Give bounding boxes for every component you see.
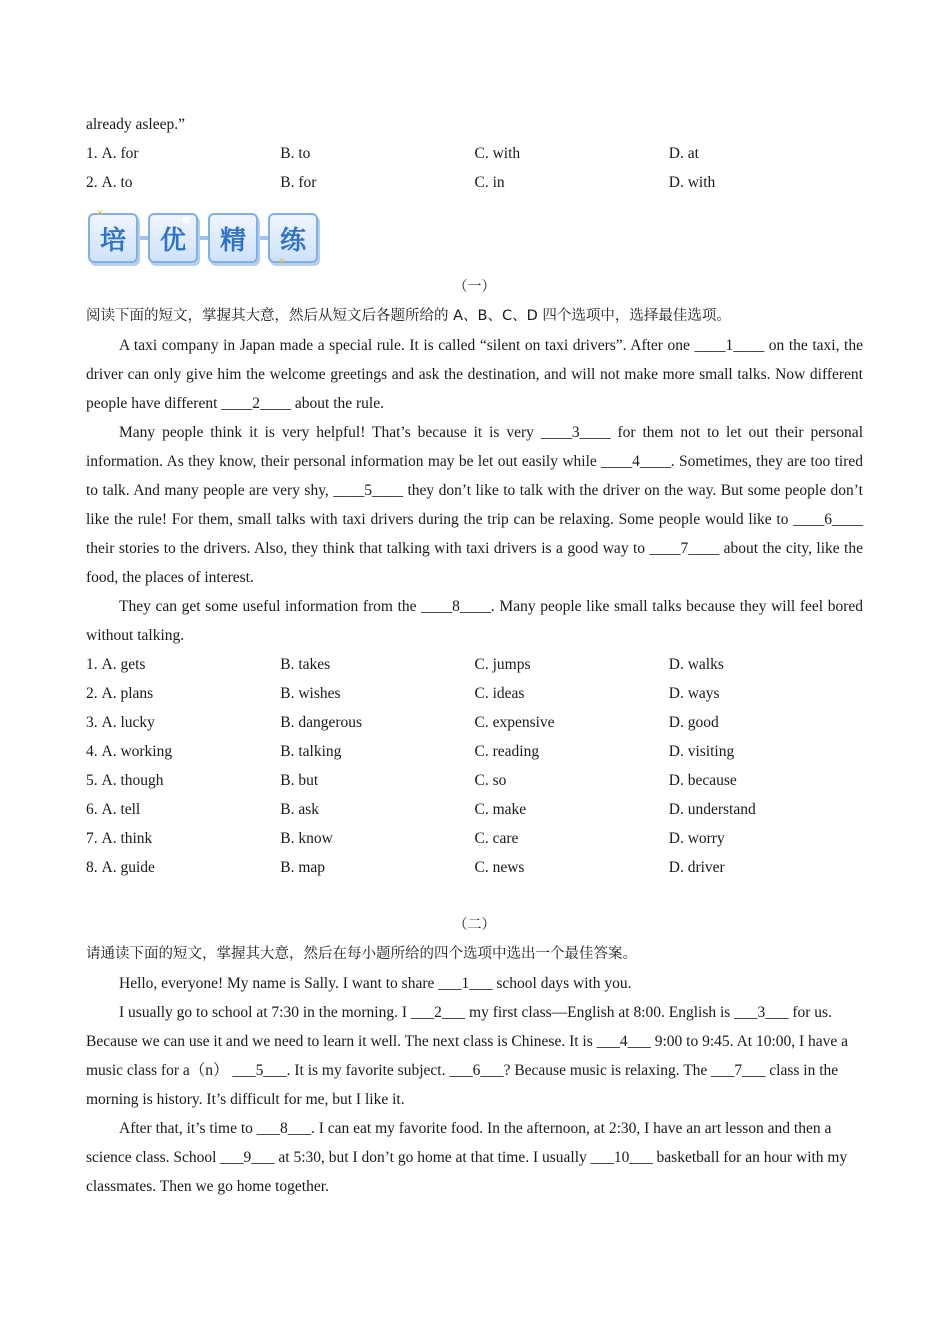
banner-char-2: ● 优 — [148, 213, 198, 263]
option-b: B. but — [280, 772, 319, 789]
option-c: C. with — [474, 145, 521, 162]
option-d: D. understand — [668, 801, 756, 818]
passage-paragraph: After that, it’s time to ___8___. I can eat my favorite food. In the afternoon, at 2:30, I have an art lesson and then a science class. School ___9___ at 5:30, but I don’t go home at that time. I usually ___10___ basketball for an hour with my classmates. Then we go home together. — [86, 1120, 848, 1195]
option-row — [86, 824, 863, 853]
option-row — [86, 766, 863, 795]
option-row — [86, 650, 863, 679]
option-d: D. visiting — [668, 743, 735, 760]
option-d: D. at — [668, 145, 699, 162]
option-d: D. worry — [668, 830, 725, 847]
option-a: 1. A. gets — [86, 656, 146, 673]
option-d: D. driver — [668, 859, 725, 876]
option-b: B. map — [280, 859, 326, 876]
option-b: B. wishes — [280, 685, 341, 702]
option-c: C. so — [474, 772, 507, 789]
section-1-heading: （一） — [453, 279, 496, 295]
section-1-instruction: 阅读下面的短文，掌握其大意，然后从短文后各题所给的 A、B、C、D 四个选项中，选择最佳选项。 — [86, 308, 731, 324]
banner-connector — [258, 236, 268, 240]
banner-connector — [198, 236, 208, 240]
option-a: 2. A. to — [86, 174, 133, 191]
option-a: 4. A. working — [86, 743, 173, 760]
document-page — [86, 110, 863, 1201]
previous-options — [86, 139, 863, 197]
section-1-options — [86, 650, 863, 882]
option-c: C. make — [474, 801, 527, 818]
option-a: 2. A. plans — [86, 685, 154, 702]
option-b: B. talking — [280, 743, 342, 760]
banner-char-4: ✕ 练 — [268, 213, 318, 263]
option-b: B. dangerous — [280, 714, 363, 731]
option-b: B. takes — [280, 656, 331, 673]
section-spacer — [86, 882, 863, 911]
section-2-heading: （二） — [453, 917, 496, 933]
option-c: C. jumps — [474, 656, 531, 673]
passage-paragraph: I usually go to school at 7:30 in the morning. I ___2___ my first class—English at 8:00. English is ___3___ for us. Because we can use it and we need to learn it well. The next class is Chinese. It is ___4___ 9:00 to 9:45. At 10:00, I have a music class for a（n） ___5___. It is my favorite subject. ___6___? Because music is relaxing. The ___7___ class in the morning is history. It’s difficult for me, but I like it. — [86, 1004, 849, 1108]
option-d: D. ways — [668, 685, 720, 702]
option-c: C. expensive — [474, 714, 555, 731]
option-a: 7. A. think — [86, 830, 153, 847]
option-row — [86, 139, 863, 168]
option-d: D. good — [668, 714, 719, 731]
option-c: C. in — [474, 174, 505, 191]
option-a: 3. A. lucky — [86, 714, 155, 731]
option-d: D. with — [668, 174, 716, 191]
option-a: 6. A. tell — [86, 801, 141, 818]
option-a: 1. A. for — [86, 145, 139, 162]
banner-char-3: 精 — [208, 213, 258, 263]
previous-passage-tail: already asleep.” — [86, 116, 185, 133]
option-b: B. ask — [280, 801, 319, 818]
passage-paragraph: A taxi company in Japan made a special rule. It is called “silent on taxi drivers”. After one ____1____ on the taxi, the driver can only give him the welcome greetings and ask the destination, and will not make more small talks. Now different people have different ____2____ about the rule. — [86, 337, 863, 412]
option-a: 8. A. guide — [86, 859, 155, 876]
passage-paragraph: They can get some useful information from the ____8____. Many people like small talks because they will feel bored without talking. — [86, 598, 863, 644]
section-banner — [88, 209, 863, 267]
option-row — [86, 708, 863, 737]
option-row — [86, 853, 863, 882]
option-row — [86, 737, 863, 766]
option-row — [86, 795, 863, 824]
option-c: C. reading — [474, 743, 540, 760]
option-d: D. walks — [668, 656, 724, 673]
option-b: B. know — [280, 830, 333, 847]
section-2-instruction: 请通读下面的短文，掌握其大意，然后在每小题所给的四个选项中选出一个最佳答案。 — [86, 946, 637, 962]
option-c: C. care — [474, 830, 519, 847]
option-c: C. news — [474, 859, 525, 876]
banner-connector — [138, 236, 148, 240]
passage-paragraph: Hello, everyone! My name is Sally. I want to share ___1___ school days with you. — [119, 975, 632, 992]
option-row — [86, 168, 863, 197]
option-d: D. because — [668, 772, 737, 789]
option-a: 5. A. though — [86, 772, 164, 789]
banner-char-1: ✕ 培 — [88, 213, 138, 263]
passage-paragraph: Many people think it is very helpful! That’s because it is very ____3____ for them not to let out their personal information. As they know, their personal information may be let out easily while ____4____. Sometimes, they are too tired to talk. And many people are very shy, ____5____ they don’t like to talk with the driver on the way. But some people don’t like the rule! For them, small talks with taxi drivers during the trip can be relaxing. Some people would like to ____6____ their stories to the drivers. Also, they think that talking with taxi drivers is a good way to ____7____ about the city, like the food, the places of interest. — [86, 424, 863, 586]
option-c: C. ideas — [474, 685, 525, 702]
option-b: B. for — [280, 174, 317, 191]
option-b: B. to — [280, 145, 311, 162]
option-row — [86, 679, 863, 708]
